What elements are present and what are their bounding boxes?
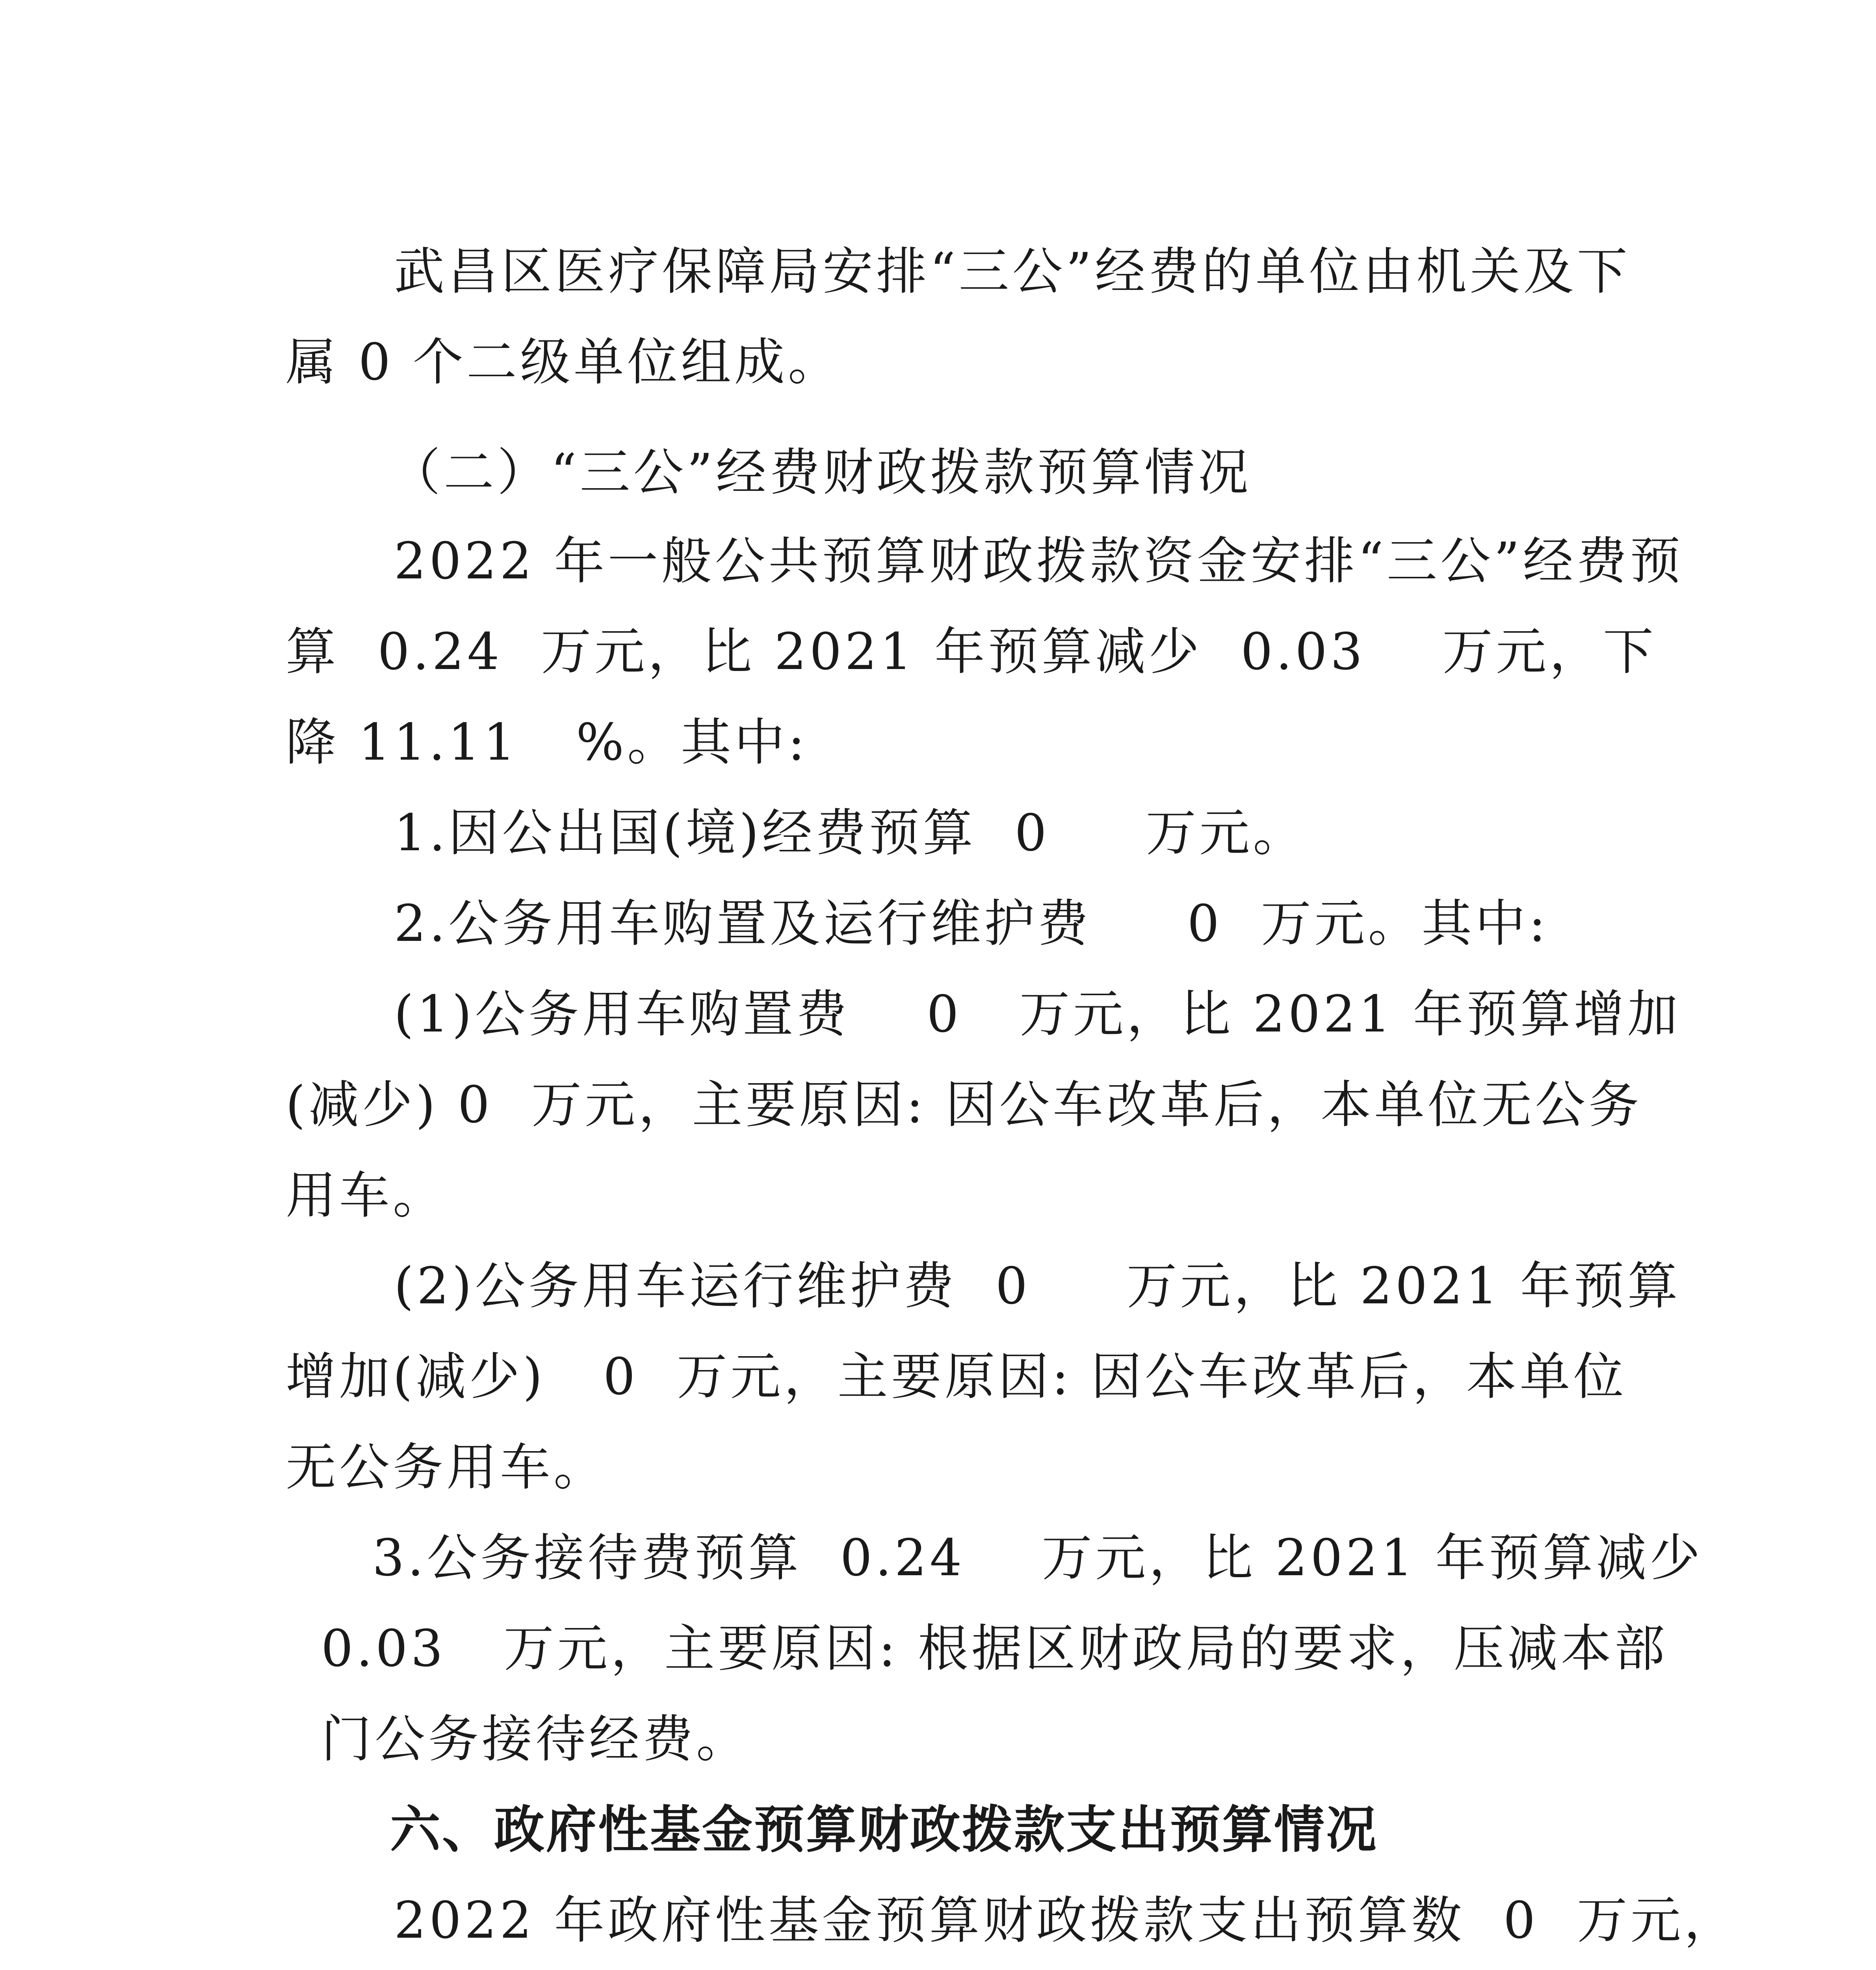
- text-line: 武昌区医疗保障局安排“三公”经费的单位由机关及下: [394, 242, 1631, 301]
- text-line: 算 0.24 万元，比 2021 年预算减少 0.03 万元，下: [286, 623, 1657, 681]
- text-line: 2022 年一般公共预算财政拨款资金安排“三公”经费预: [394, 532, 1684, 591]
- text-line: 2.公务用车购置及运行维护费 0 万元。其中:: [394, 894, 1549, 953]
- text-line: 无公务用车。: [286, 1438, 607, 1497]
- text-line: 3.公务接待费预算 0.24 万元，比 2021 年预算减少: [372, 1529, 1703, 1587]
- text-line: 2022 年政府性基金预算财政拨款支出预算数 0 万元，: [394, 1891, 1738, 1950]
- text-line: (1)公务用车购置费 0 万元，比 2021 年预算增加: [394, 985, 1681, 1044]
- text-line: 降 11.11 %。其中:: [286, 713, 808, 772]
- section-subheading: （二）“三公”经费财政拨款预算情况: [390, 443, 1252, 502]
- text-line: 增加(减少) 0 万元，主要原因: 因公车改革后，本单位: [286, 1347, 1627, 1406]
- text-line: 门公务接待经费。: [321, 1710, 750, 1769]
- text-line: 属 0 个二级单位组成。: [286, 333, 841, 392]
- text-line: 0.03 万元，主要原因: 根据区财政局的要求，压减本部: [321, 1619, 1668, 1678]
- text-line: 用车。: [286, 1166, 447, 1225]
- text-line: (减少) 0 万元，主要原因: 因公车改革后，本单位无公务: [286, 1076, 1642, 1134]
- section-heading: 六、政府性基金预算财政拨款支出预算情况: [390, 1801, 1378, 1859]
- text-line: (2)公务用车运行维护费 0 万元，比 2021 年预算: [394, 1257, 1681, 1316]
- text-line: 1.因公出国(境)经费预算 0 万元。: [394, 804, 1307, 862]
